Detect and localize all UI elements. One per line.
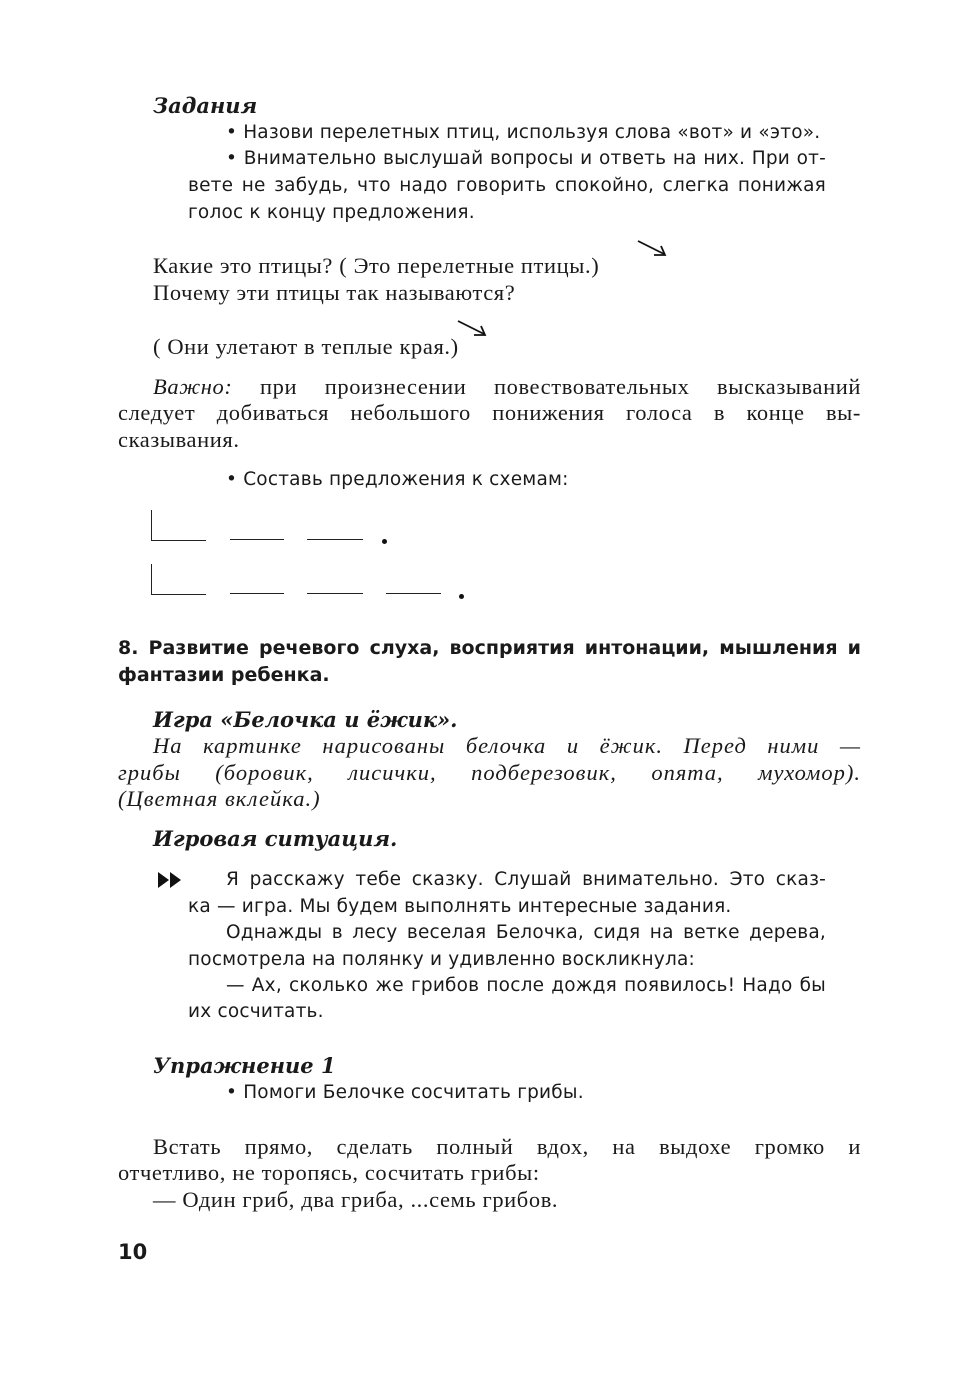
- scheme-word-first: [151, 510, 206, 541]
- scheme-word: [307, 539, 363, 540]
- scheme-period: [459, 594, 464, 599]
- story-line-3: Однажды в лесу веселая Белочка, сидя на ветке дерева,: [226, 922, 826, 943]
- intonation-down-arrow-icon: [456, 318, 490, 340]
- section-8-heading-line1: 8. Развитие речевого слуха, восприятия интонации, мышления и: [118, 637, 861, 659]
- task-bullet-1: • Назови перелетных птиц, используя слова «вот» и «это».: [226, 122, 821, 143]
- story-line-4: посмотрела на полянку и удивленно воскликнула:: [188, 949, 695, 970]
- game-text-line1: На картинке нарисованы белочка и ёжик. Перед ними —: [153, 733, 861, 758]
- scheme-word: [386, 593, 441, 594]
- story-line-2: ка — игра. Мы будем выполнять интересные задания.: [188, 896, 732, 917]
- game-text-line3: (Цветная вклейка.): [118, 786, 321, 811]
- scheme-word: [307, 593, 363, 594]
- page-number: 10: [118, 1240, 148, 1264]
- exercise-title: Упражнение 1: [153, 1053, 336, 1078]
- question-2: Почему эти птицы так называются?: [153, 280, 516, 305]
- game-title: Игра «Белочка и ёжик».: [153, 707, 458, 732]
- game-text-line2: грибы (боровик, лисички, подберезовик, опята, мухомор).: [118, 760, 861, 785]
- question-1-text: Какие это птицы?: [153, 253, 334, 278]
- scheme-task: • Составь предложения к схемам:: [226, 469, 569, 490]
- task-bullet-2-line1: • Внимательно выслушай вопросы и ответь на них. При от-: [226, 148, 826, 169]
- story-line-5: — Ах, сколько же грибов после дождя появилось! Надо бы: [226, 975, 826, 996]
- question-1: [153, 253, 599, 279]
- section-8-heading-line2: фантазии ребенка.: [118, 664, 330, 686]
- situation-title: Игровая ситуация.: [153, 826, 398, 851]
- scheme-word: [230, 593, 284, 594]
- exercise-task: • Помоги Белочке сосчитать грибы.: [226, 1082, 584, 1103]
- important-line-2: следует добиваться небольшого понижения голоса в конце вы-: [118, 400, 861, 425]
- play-forward-icon: [158, 872, 184, 888]
- task-bullet-2-line3: голос к концу предложения.: [188, 202, 475, 223]
- important-line-3: сказывания.: [118, 427, 240, 452]
- important-line-1: [153, 374, 861, 400]
- tasks-heading: Задания: [153, 93, 258, 118]
- important-text: при произнесении повествовательных высказываний: [260, 374, 861, 399]
- scheme-word-first: [151, 564, 206, 595]
- story-line-6: их сосчитать.: [188, 1001, 324, 1022]
- answer-2: ( Они улетают в теплые края.): [153, 334, 459, 359]
- final-line-1: Встать прямо, сделать полный вдох, на выдохе громко и: [153, 1134, 861, 1159]
- final-line-3: — Один гриб, два гриба, ...семь грибов.: [153, 1187, 559, 1212]
- answer-1-text: ( Это перелетные птицы.): [339, 253, 600, 278]
- intonation-down-arrow-icon: [636, 238, 670, 260]
- story-line-1: Я расскажу тебе сказку. Слушай внимательно. Это сказ-: [226, 869, 826, 890]
- scheme-word: [230, 539, 284, 540]
- final-line-2: отчетливо, не торопясь, сосчитать грибы:: [118, 1160, 540, 1185]
- task-bullet-2-line2: вете не забудь, что надо говорить спокойно, слегка понижая: [188, 175, 826, 196]
- important-label: Важно:: [153, 374, 233, 399]
- scheme-period: [382, 539, 387, 544]
